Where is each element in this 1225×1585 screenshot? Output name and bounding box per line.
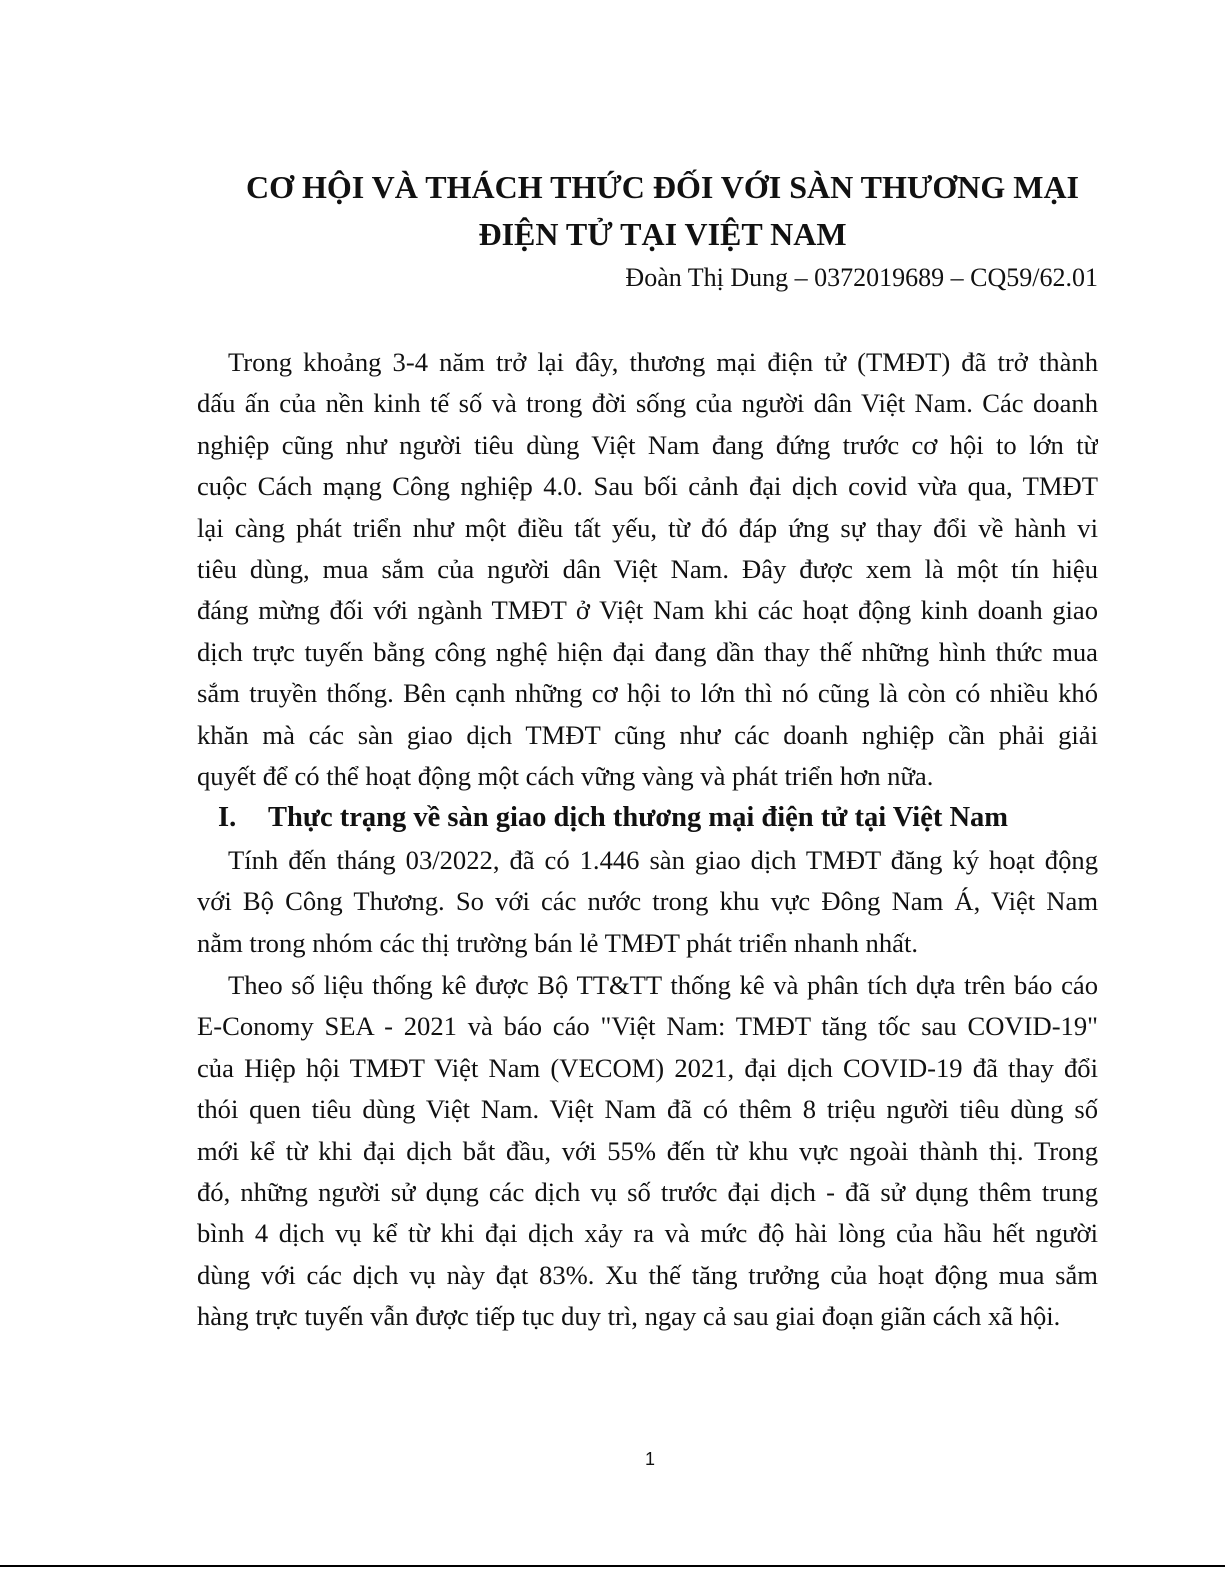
document-title-line-1: CƠ HỘI VÀ THÁCH THỨC ĐỐI VỚI SÀN THƯƠNG MẠI [246, 169, 1079, 205]
paragraph-line: Trong khoảng 3-4 năm trở lại đây, thương mại điện tử (TMĐT) đã trở thành [228, 347, 1098, 377]
paragraph-line: dấu ấn của nền kinh tế số và trong đời sống của người dân Việt Nam. Các doanh [197, 388, 1098, 419]
author-line: Đoàn Thị Dung – 0372019689 – CQ59/62.01 [625, 263, 1098, 292]
paragraph-line: dùng với các dịch vụ này đạt 83%. Xu thế tăng trưởng của hoạt động mua sắm [197, 1259, 1098, 1290]
section-title: Thực trạng về sàn giao dịch thương mại điện tử tại Việt Nam [268, 802, 1009, 833]
page-number: 1 [644, 1449, 655, 1469]
paragraph-line: mới kể từ khi đại dịch bắt đầu, với 55% đến từ khu vực ngoài thành thị. Trong [197, 1135, 1098, 1166]
paragraph-line: khăn mà các sàn giao dịch TMĐT cũng như các doanh nghiệp cần phải giải [197, 719, 1098, 750]
paragraph-line: Tính đến tháng 03/2022, đã có 1.446 sàn giao dịch TMĐT đăng ký hoạt động [228, 845, 1098, 875]
page-bottom-divider [0, 1565, 1225, 1567]
paragraph-line: đó, những người sử dụng các dịch vụ số trước đại dịch - đã sử dụng thêm trung [197, 1176, 1098, 1207]
section-heading [218, 797, 1008, 839]
paragraph-line: sắm truyền thống. Bên cạnh những cơ hội to lớn thì nó cũng là còn có nhiều khó [197, 678, 1098, 709]
paragraph-line: tiêu dùng, mua sắm của người dân Việt Nam. Đây được xem là một tín hiệu [197, 553, 1098, 584]
section-number: I. [218, 802, 237, 833]
paragraph-line: của Hiệp hội TMĐT Việt Nam (VECOM) 2021, đại dịch COVID-19 đã thay đổi [197, 1052, 1098, 1083]
paragraph-intro [197, 342, 1098, 797]
paragraph-line: E-Conomy SEA - 2021 và báo cáo "Việt Nam: TMĐT tăng tốc sau COVID-19" [197, 1011, 1098, 1042]
paragraph-line: với Bộ Công Thương. So với các nước trong khu vực Đông Nam Á, Việt Nam [197, 886, 1098, 917]
paragraph-line: lại càng phát triển như một điều tất yếu, từ đó đáp ứng sự thay đổi về hành vi [197, 512, 1098, 543]
paragraph-statistics [197, 965, 1098, 1338]
paragraph-line: đáng mừng đối với ngành TMĐT ở Việt Nam khi các hoạt động kinh doanh giao [197, 595, 1098, 626]
paragraph-line: quyết để có thể hoạt động một cách vững vàng và phát triển hơn nữa. [197, 760, 934, 791]
paragraph-market-count [197, 840, 1098, 964]
paragraph-line: nghiệp cũng như người tiêu dùng Việt Nam đang đứng trước cơ hội to lớn từ [197, 429, 1098, 460]
paragraph-line: thói quen tiêu dùng Việt Nam. Việt Nam đã có thêm 8 triệu người tiêu dùng số [197, 1094, 1098, 1125]
paragraph-line: cuộc Cách mạng Công nghiệp 4.0. Sau bối cảnh đại dịch covid vừa qua, TMĐT [197, 471, 1098, 502]
paragraph-line: hàng trực tuyến vẫn được tiếp tục duy trì, ngay cả sau giai đoạn giãn cách xã hội. [197, 1301, 1061, 1332]
document-title-line-2: ĐIỆN TỬ TẠI VIỆT NAM [478, 216, 847, 252]
paragraph-line: bình 4 dịch vụ kể từ khi đại dịch xảy ra và mức độ hài lòng của hầu hết người [197, 1218, 1098, 1249]
paragraph-line: dịch trực tuyến bằng công nghệ hiện đại đang dần thay thế những hình thức mua [197, 636, 1098, 667]
paragraph-line: nằm trong nhóm các thị trường bán lẻ TMĐT phát triển nhanh nhất. [197, 927, 918, 958]
paragraph-line: Theo số liệu thống kê được Bộ TT&TT thống kê và phân tích dựa trên báo cáo [228, 970, 1098, 1000]
